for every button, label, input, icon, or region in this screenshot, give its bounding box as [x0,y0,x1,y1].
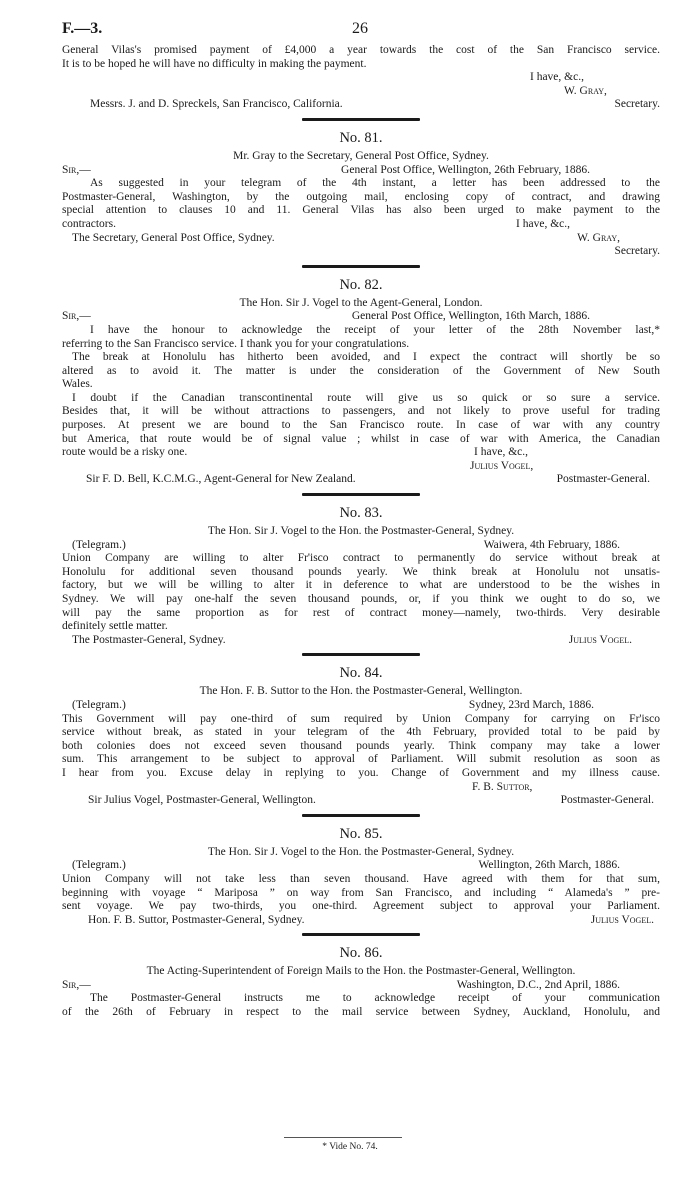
salutation: Sir,— [62,978,91,991]
intro-letter-end [62,44,660,112]
closing: I have, &c., [516,217,570,230]
letter-heading: The Acting-Superintendent of Foreign Mails to the Hon. the Postmaster-General, Wellington. [146,965,576,978]
signer-title: Postmaster-General. [560,794,654,807]
closing: I have, &c., [530,71,584,84]
text-line: The Postmaster-General instructs me to acknowledge receipt of your communication [90,992,660,1005]
signer: Julius Vogel, [470,459,534,472]
addressee: Sir Julius Vogel, Postmaster-General, Wellington. [88,794,316,807]
letter-number: No. 82. [339,276,383,293]
dateline: Wellington, 26th March, 1886. [478,859,620,872]
text-line: As suggested in your telegram of the 4th instant, a letter has been addressed to the [90,177,660,190]
signer-title: Secretary. [614,98,660,111]
telegram-label: (Telegram.) [72,859,126,872]
text-line: The break at Honolulu has hitherto been avoided, and I expect the contract will shortly be so [72,351,660,364]
text-line: service without break, as stated in your telegram of the 4th February, provided total to be paid by [62,726,660,739]
addressee: Hon. F. B. Suttor, Postmaster-General, Sydney. [88,913,305,926]
dateline: Sydney, 23rd March, 1886. [468,698,594,711]
letter-heading: The Hon. Sir J. Vogel to the Hon. the Postmaster-General, Sydney. [207,845,515,858]
text-line: It is to be hoped he will have no difficulty in making the payment. [62,57,367,70]
closing: I have, &c., [474,446,528,459]
text-line: Sydney. We will pay one-half the seven thousand pounds, or, if you think we ought to do so, we [62,593,660,605]
dateline: Waiwera, 4th February, 1886. [483,538,620,551]
addressee: The Secretary, General Post Office, Sydney. [72,231,275,244]
text-line: Wales. [62,378,93,391]
letter-85 [62,825,660,928]
letter-84 [62,664,660,807]
text-line: contractors. [62,217,116,230]
text-line: I hear from you. Excuse delay in replying to you. Change of Government and my illness cause. [62,766,660,779]
text-line: referring to the San Francisco service. I thank you for your congratulations. [62,337,410,350]
text-line: special attention to clauses 10 and 11. General Vilas has also been urged to make payment to the [62,204,660,217]
letter-82 [62,276,660,487]
page-header [62,0,660,44]
signer: Julius Vogel. [590,913,654,926]
text-line: will pay the same proportion as for rest of contract money—namely, two-thirds. Very desirable [62,606,660,619]
letter-heading: Mr. Gray to the Secretary, General Post Office, Sydney. [233,149,489,162]
salutation: Sir,— [62,310,91,323]
text-line: beginning with voyage “ Mariposa ” on way from San Francisco, and including “ Alameda's ” pre- [62,886,660,899]
page-number: 26 [352,20,368,37]
addressee: The Postmaster-General, Sydney. [72,633,226,646]
text-line: I doubt if the Canadian transcontinental route will give us so quick or so sure a service. [72,391,660,404]
series-label: F.—3. [62,20,103,37]
text-line: I have the honour to acknowledge the receipt of your letter of the 28th November last,* [90,323,660,336]
letter-number: No. 83. [339,505,383,522]
signer: W. Gray, [577,231,620,244]
section-divider [302,814,420,817]
dateline: General Post Office, Wellington, 26th February, 1886. [341,163,590,176]
letter-heading: The Hon. Sir J. Vogel to the Agent-General, London. [239,296,483,309]
signer-title: Postmaster-General. [556,473,650,486]
text-line: General Vilas's promised payment of £4,000 a year towards the cost of the San Francisco service. [62,44,660,56]
dateline: General Post Office, Wellington, 16th March, 1886. [351,310,590,323]
footnote: * Vide No. 74. [322,1142,378,1152]
letter-number: No. 81. [339,129,383,146]
text-line: but America, that route would be of signal value ; whilst in case of war with America, the Canadian [62,432,660,445]
addressee: Messrs. J. and D. Spreckels, San Francisco, California. [90,98,343,111]
letter-heading: The Hon. F. B. Suttor to the Hon. the Postmaster-General, Wellington. [199,685,523,698]
section-divider [302,653,420,656]
section-divider [302,118,420,121]
text-line: route would be a risky one. [62,446,188,459]
text-line: purposes. At present we are bound to the San Francisco route. In case of war with any country [62,419,660,432]
text-line: sum. This arrangement to be subject to approval of Parliament. Will submit resolution as soon as [62,753,660,766]
text-line: altered as to avoid it. The matter is under the consideration of the Government of New South [62,364,660,377]
section-divider [302,265,420,268]
signer: F. B. Suttor, [472,780,533,793]
signer-title: Secretary. [614,245,660,258]
section-divider [302,933,420,936]
dateline: Washington, D.C., 2nd April, 1886. [456,978,620,991]
salutation: Sir,— [62,163,91,176]
footnote-divider [284,1137,402,1138]
text-line: factory, but we will be willing to alter it in deference to what are understood to be the wishes in [62,579,660,592]
signer: Julius Vogel. [568,633,632,646]
letter-86 [62,944,660,1019]
text-line: Postmaster-General, Washington, by the outgoing mail, enclosing copy of contract, and drawing [62,190,660,203]
text-line: Besides that, it will be without attractions to passengers, and not likely to prove useful for trading [62,405,660,418]
text-line: definitely settle matter. [62,620,168,633]
letter-number: No. 84. [339,665,383,682]
letter-number: No. 85. [339,825,383,842]
addressee: Sir F. D. Bell, K.C.M.G., Agent-General for New Zealand. [86,473,356,486]
telegram-label: (Telegram.) [72,538,126,551]
text-line: Union Company are willing to alter Fr'isco contract to permanently do service without break at [62,552,660,565]
letter-83 [62,504,660,647]
text-line: This Government will pay one-third of sum required by Union Company for carrying on Fr'isco [62,712,660,725]
text-line: Honolulu for additional seven thousand pounds yearly. We think break at Honolulu not unsatis- [62,565,660,578]
text-line: sent voyage. We pay two-thirds, you one-third. Agreement subject to approval your Parliament. [62,900,660,913]
text-line: of the 26th of February in respect to the mail service between Sydney, Auckland, Honolulu, and [62,1006,660,1019]
signer: W. Gray, [564,84,607,97]
section-divider [302,493,420,496]
text-line: both colonies does not exceed seven thousand pounds yearly. Think company may take a lower [62,739,660,752]
letter-number: No. 86. [339,945,383,962]
letter-81 [62,129,660,259]
letter-heading: The Hon. Sir J. Vogel to the Hon. the Postmaster-General, Sydney. [207,525,515,538]
text-line: Union Company will not take less than seven thousand. Have agreed with them for that sum, [62,872,660,885]
telegram-label: (Telegram.) [72,698,126,711]
